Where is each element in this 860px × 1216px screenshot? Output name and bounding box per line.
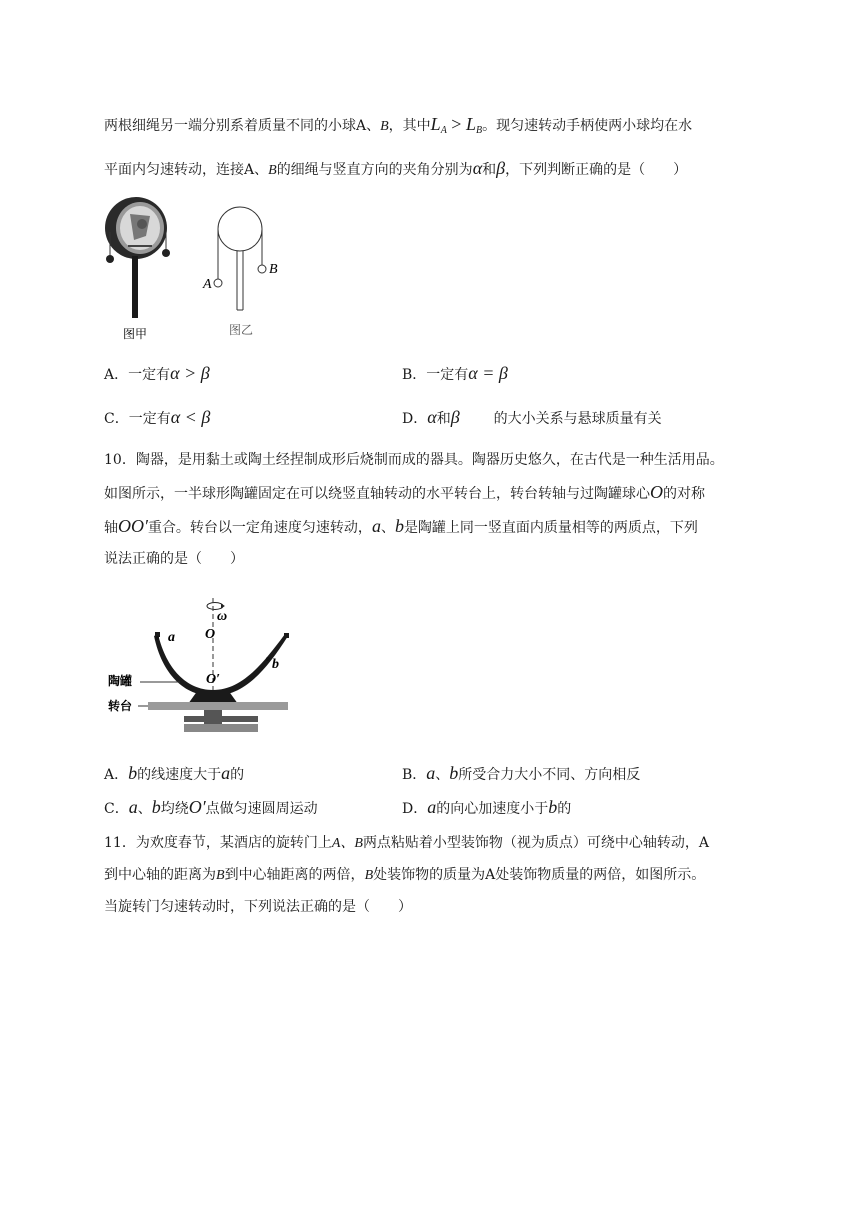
text: 均绕 [160,801,189,817]
text: 所受合力大小不同、方向相反 [458,767,641,783]
q10-line1: 10．陶器，是用黏土或陶土经捏制成形后烧制而成的器具。陶器历史悠久，在古代是一种生活用品。 [104,452,724,468]
option-math: α = β [468,363,508,383]
q9-line1 [104,113,692,142]
text: 、 [137,801,152,817]
q10-option-c[interactable] [104,796,318,820]
var-a: a [427,797,437,817]
points-ab: A、B [331,836,363,851]
caption-jia: 图甲 [123,327,148,341]
turntable-label: 转台 [108,699,133,713]
text: 的 [230,767,245,783]
text: 平面内匀速转动，连接A、 [104,162,269,178]
var-a: a [426,763,436,783]
b-point-label: b [272,657,279,672]
turntable-plate [148,702,288,710]
option-label: A． [104,767,129,783]
text: 到中心轴距离的两倍， [224,867,365,883]
var-b: b [548,797,558,817]
text: 重合。转台以一定角速度匀速转动， [147,520,372,536]
q10-option-b[interactable] [402,762,640,786]
text: 的对称 [663,486,705,502]
symbol-o-prime: O′ [188,797,206,817]
o-prime-label: O′ [206,672,221,687]
var-b: B [364,868,374,883]
q9-option-d[interactable] [402,406,662,430]
symbol-alpha: α [427,407,437,427]
q11-line1 [104,832,709,855]
q10-figure [100,596,300,738]
option-label: C． [104,801,129,817]
turntable-base-top [184,716,258,722]
symbol-l: L [430,114,441,134]
text: 是陶罐上同一竖直面内质量相等的两质点，下列 [403,520,698,536]
var-b: b [128,763,138,783]
jar-label: 陶罐 [108,674,133,688]
var-b: b [394,516,404,536]
q10-line4: 说法正确的是（ ） [104,551,244,567]
var-a: a [221,763,231,783]
text: 、 [435,767,450,783]
option-text: 的大小关系与悬球质量有关 [493,411,662,427]
text: 到中心轴的距离为 [104,867,216,883]
o-label: O [205,627,216,642]
var-b: B [216,868,225,883]
q10-line3 [104,515,698,539]
symbol-o: O [650,482,663,502]
text: 的 [557,801,572,817]
q10-line2 [104,481,705,505]
text: 的向心加速度小于 [436,801,549,817]
option-label: B． [402,767,427,783]
var-b: b [449,763,459,783]
ball-a-label: A [203,277,212,292]
option-label: D． [402,801,428,817]
math-la-gt-lb [431,114,482,134]
caption-yi: 图乙 [229,323,254,337]
rattle-drum-diagram [214,207,266,310]
text: 11．为欢度春节，某酒店的旋转门上 [104,835,332,851]
text: 处装饰物的质量为A处装饰物质量的两倍，如图所示。 [373,867,706,883]
q9-option-a[interactable] [104,362,210,386]
text: 、 [380,520,395,536]
text: ，其中 [388,118,431,134]
option-label: B．一定有 [402,367,469,383]
text: 两根细绳另一端分别系着质量不同的小球A、 [104,118,381,134]
text: 的线速度大于 [137,767,222,783]
symbol-beta: β [450,407,460,427]
text: 和 [482,162,497,178]
point-b-marker [266,657,270,661]
q10-option-d[interactable] [402,796,571,820]
q11-line2 [104,864,705,887]
omega-label: ω [217,609,228,624]
drum-photo-icon [105,197,170,318]
text: 和 [436,411,451,427]
q10-option-a[interactable] [104,762,244,786]
q9-option-c[interactable] [104,406,210,430]
a-point-label: a [168,630,175,645]
var-a: a [128,797,138,817]
ball-b-label: B [269,262,278,277]
option-label: D． [402,411,428,427]
var-b: b [151,797,161,817]
text: 。现匀速转动手柄使两小球均在水 [482,118,693,134]
symbol-alpha: α [472,158,483,178]
option-label: A．一定有 [104,367,171,383]
option-math: α > β [170,363,210,383]
q9-figure [100,192,280,342]
option-label: C．一定有 [104,411,171,427]
symbol-oo-prime: OO′ [118,516,148,536]
var-b: B [380,119,389,134]
subscript-a: A [440,125,447,136]
subscript-b: B [475,125,483,136]
var-b: B [268,163,277,178]
text: ，下列判断正确的是（ ） [505,162,688,178]
text: 如图所示，一半球形陶罐固定在可以绕竖直轴转动的水平转台上，转台转轴与过陶罐球心 [104,486,650,502]
symbol-l: L [465,114,476,134]
text: 轴 [104,520,118,536]
point-a-marker [155,636,159,640]
q9-line2 [104,157,687,182]
text: 点做匀速圆周运动 [205,801,318,817]
text: 两点粘贴着小型装饰物（视为质点）可绕中心轴转动，A [362,835,710,851]
symbol-beta: β [496,158,506,178]
option-math: α < β [170,407,211,427]
turntable-base [184,724,258,732]
var-a: a [371,516,381,536]
greater-sign: > [446,114,466,134]
q9-option-b[interactable] [402,362,508,386]
q11-line3: 当旋转门匀速转动时，下列说法正确的是（ ） [104,899,412,915]
text: 的细绳与竖直方向的夹角分别为 [276,162,473,178]
